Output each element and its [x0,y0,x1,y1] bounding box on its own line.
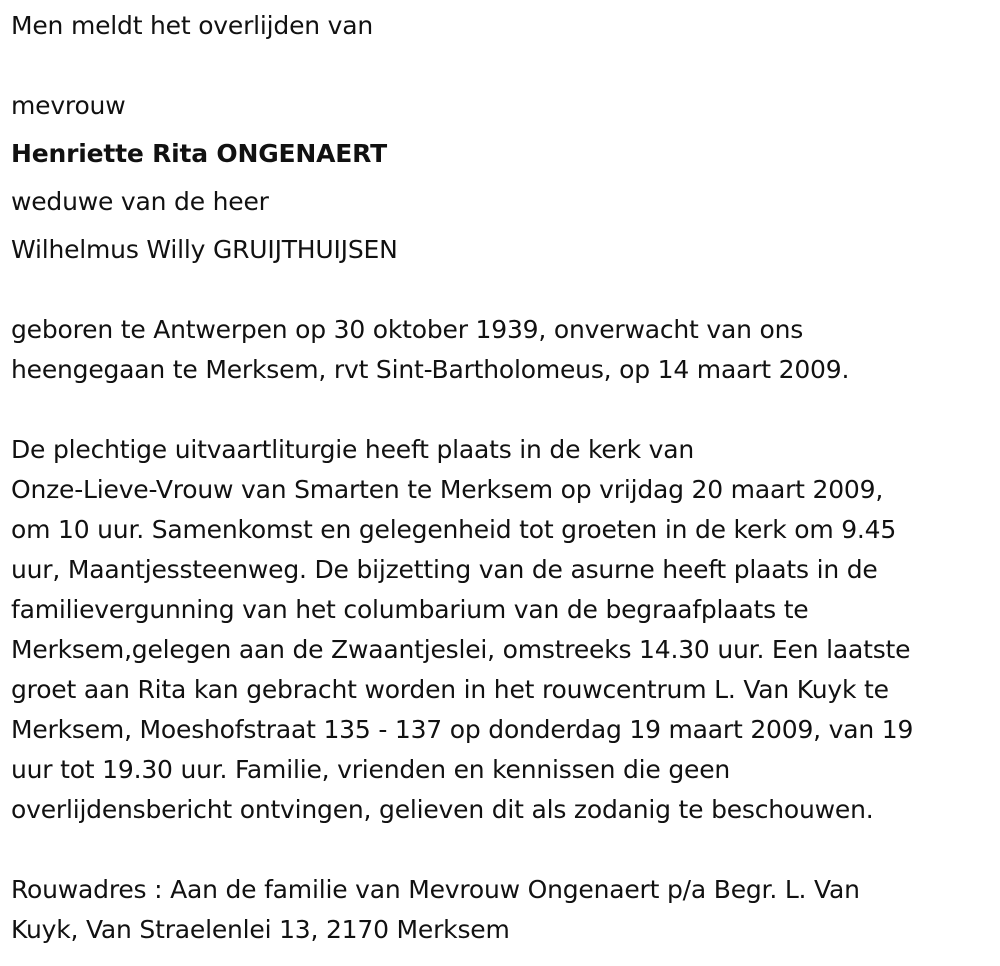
paragraph-line: Rouwadres : Aan de familie van Mevrouw Ongenaert p/a Begr. L. Van [11,875,860,904]
paragraph-line: familievergunning van het columbarium van de begraafplaats te [11,595,809,624]
mourning-address-paragraph [11,870,860,950]
paragraph-line: Onze-Lieve-Vrouw van Smarten te Merksem op vrijdag 20 maart 2009, [11,475,884,504]
spouse-name: Wilhelmus Willy GRUIJTHUIJSEN [11,235,398,264]
intro-text: Men meldt het overlijden van [11,11,374,40]
birth-death-paragraph [11,310,849,390]
relation-text: weduwe van de heer [11,187,269,216]
paragraph-line: De plechtige uitvaartliturgie heeft plaats in de kerk van [11,435,695,464]
paragraph-line: Merksem, Moeshofstraat 135 - 137 op donderdag 19 maart 2009, van 19 [11,715,914,744]
paragraph-line: geboren te Antwerpen op 30 oktober 1939, onverwacht van ons [11,315,804,344]
paragraph-line: uur, Maantjessteenweg. De bijzetting van de asurne heeft plaats in de [11,555,878,584]
paragraph-line: overlijdensbericht ontvingen, gelieven dit als zodanig te beschouwen. [11,795,874,824]
paragraph-line: om 10 uur. Samenkomst en gelegenheid tot groeten in de kerk om 9.45 [11,515,897,544]
paragraph-line: uur tot 19.30 uur. Familie, vrienden en kennissen die geen [11,755,731,784]
paragraph-line: Kuyk, Van Straelenlei 13, 2170 Merksem [11,915,510,944]
honorific: mevrouw [11,91,126,120]
paragraph-line: Merksem,gelegen aan de Zwaantjeslei, omstreeks 14.30 uur. Een laatste [11,635,911,664]
paragraph-line: heengegaan te Merksem, rvt Sint-Bartholomeus, op 14 maart 2009. [11,355,850,384]
ceremony-paragraph [11,430,913,830]
paragraph-line: groet aan Rita kan gebracht worden in het rouwcentrum L. Van Kuyk te [11,675,889,704]
deceased-name: Henriette Rita ONGENAERT [11,139,387,168]
